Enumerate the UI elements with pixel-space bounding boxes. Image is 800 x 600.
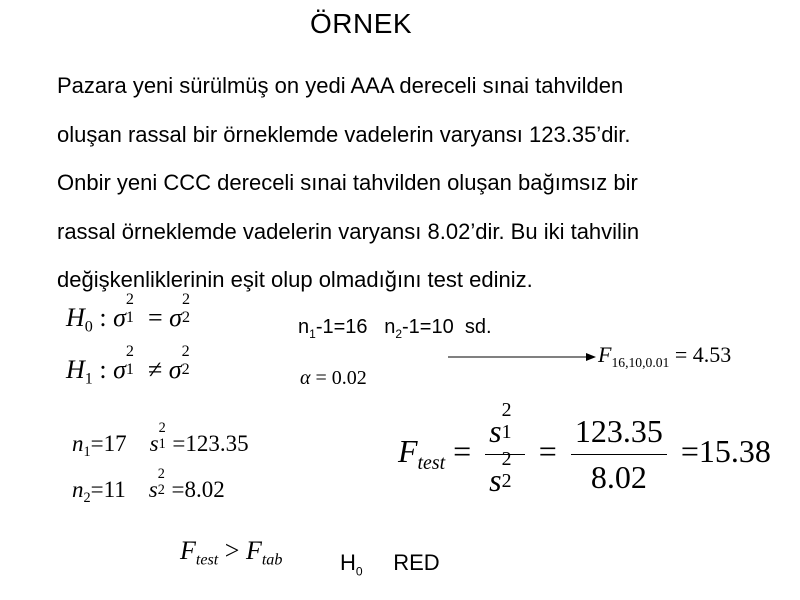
variance-ratio: s 2 1 s 2 2: [485, 410, 525, 499]
f-table-value: $F_{16,10,0.01} = 4.53$: [598, 342, 732, 370]
paragraph-line: rassal örneklemde vadelerin varyansı 8.02’dir. Bu iki tahvilin: [57, 218, 640, 244]
f-test-result: =15.38: [680, 432, 771, 469]
paragraph-line: Onbir yeni CCC dereceli sınai tahvilden oluşan bağımsız bir: [57, 170, 638, 195]
f-test-formula: $F_{test}$ = s 2 1 s 2 2 = $\frac{123.35}{8.02}$ =15.38: [398, 399, 771, 498]
paragraph-line: değişkenliklerinin eşit olup olmadığını test ediniz.: [57, 267, 533, 292]
alpha-level: α = 0.02: [300, 367, 367, 389]
sample-1-stats: $n_1=17$ s 2 1 =123.35: [72, 420, 249, 460]
alternative-hypothesis: $H_1$ : σ 2 1 ≠ σ 2 2: [66, 343, 190, 388]
paragraph-line: oluşan rassal bir örneklemde vadelerin varyansı 123.35’dir.: [57, 121, 631, 147]
f-comparison: $F_{test} > F_{tab}$: [180, 536, 283, 569]
problem-paragraph: [57, 62, 777, 305]
null-hypothesis: $H_0$ : σ 2 1 = σ 2 2: [66, 291, 191, 336]
paragraph-line: Pazara yeni sürülmüş on yedi AAA dereceli sınai tahvilden: [57, 73, 624, 98]
slide-title: ÖRNEK: [310, 8, 413, 39]
degrees-of-freedom: $n_1-1=16$ $n_2-1=10$ sd.: [298, 316, 492, 341]
sample-2-stats: $n_2=11$ s 2 2 =8.02: [72, 466, 225, 506]
decision-text: $H_0$ RED: [340, 550, 440, 579]
arrow-icon: [448, 348, 596, 362]
numeric-ratio: $\frac{123.35}{8.02}$: [571, 413, 667, 496]
